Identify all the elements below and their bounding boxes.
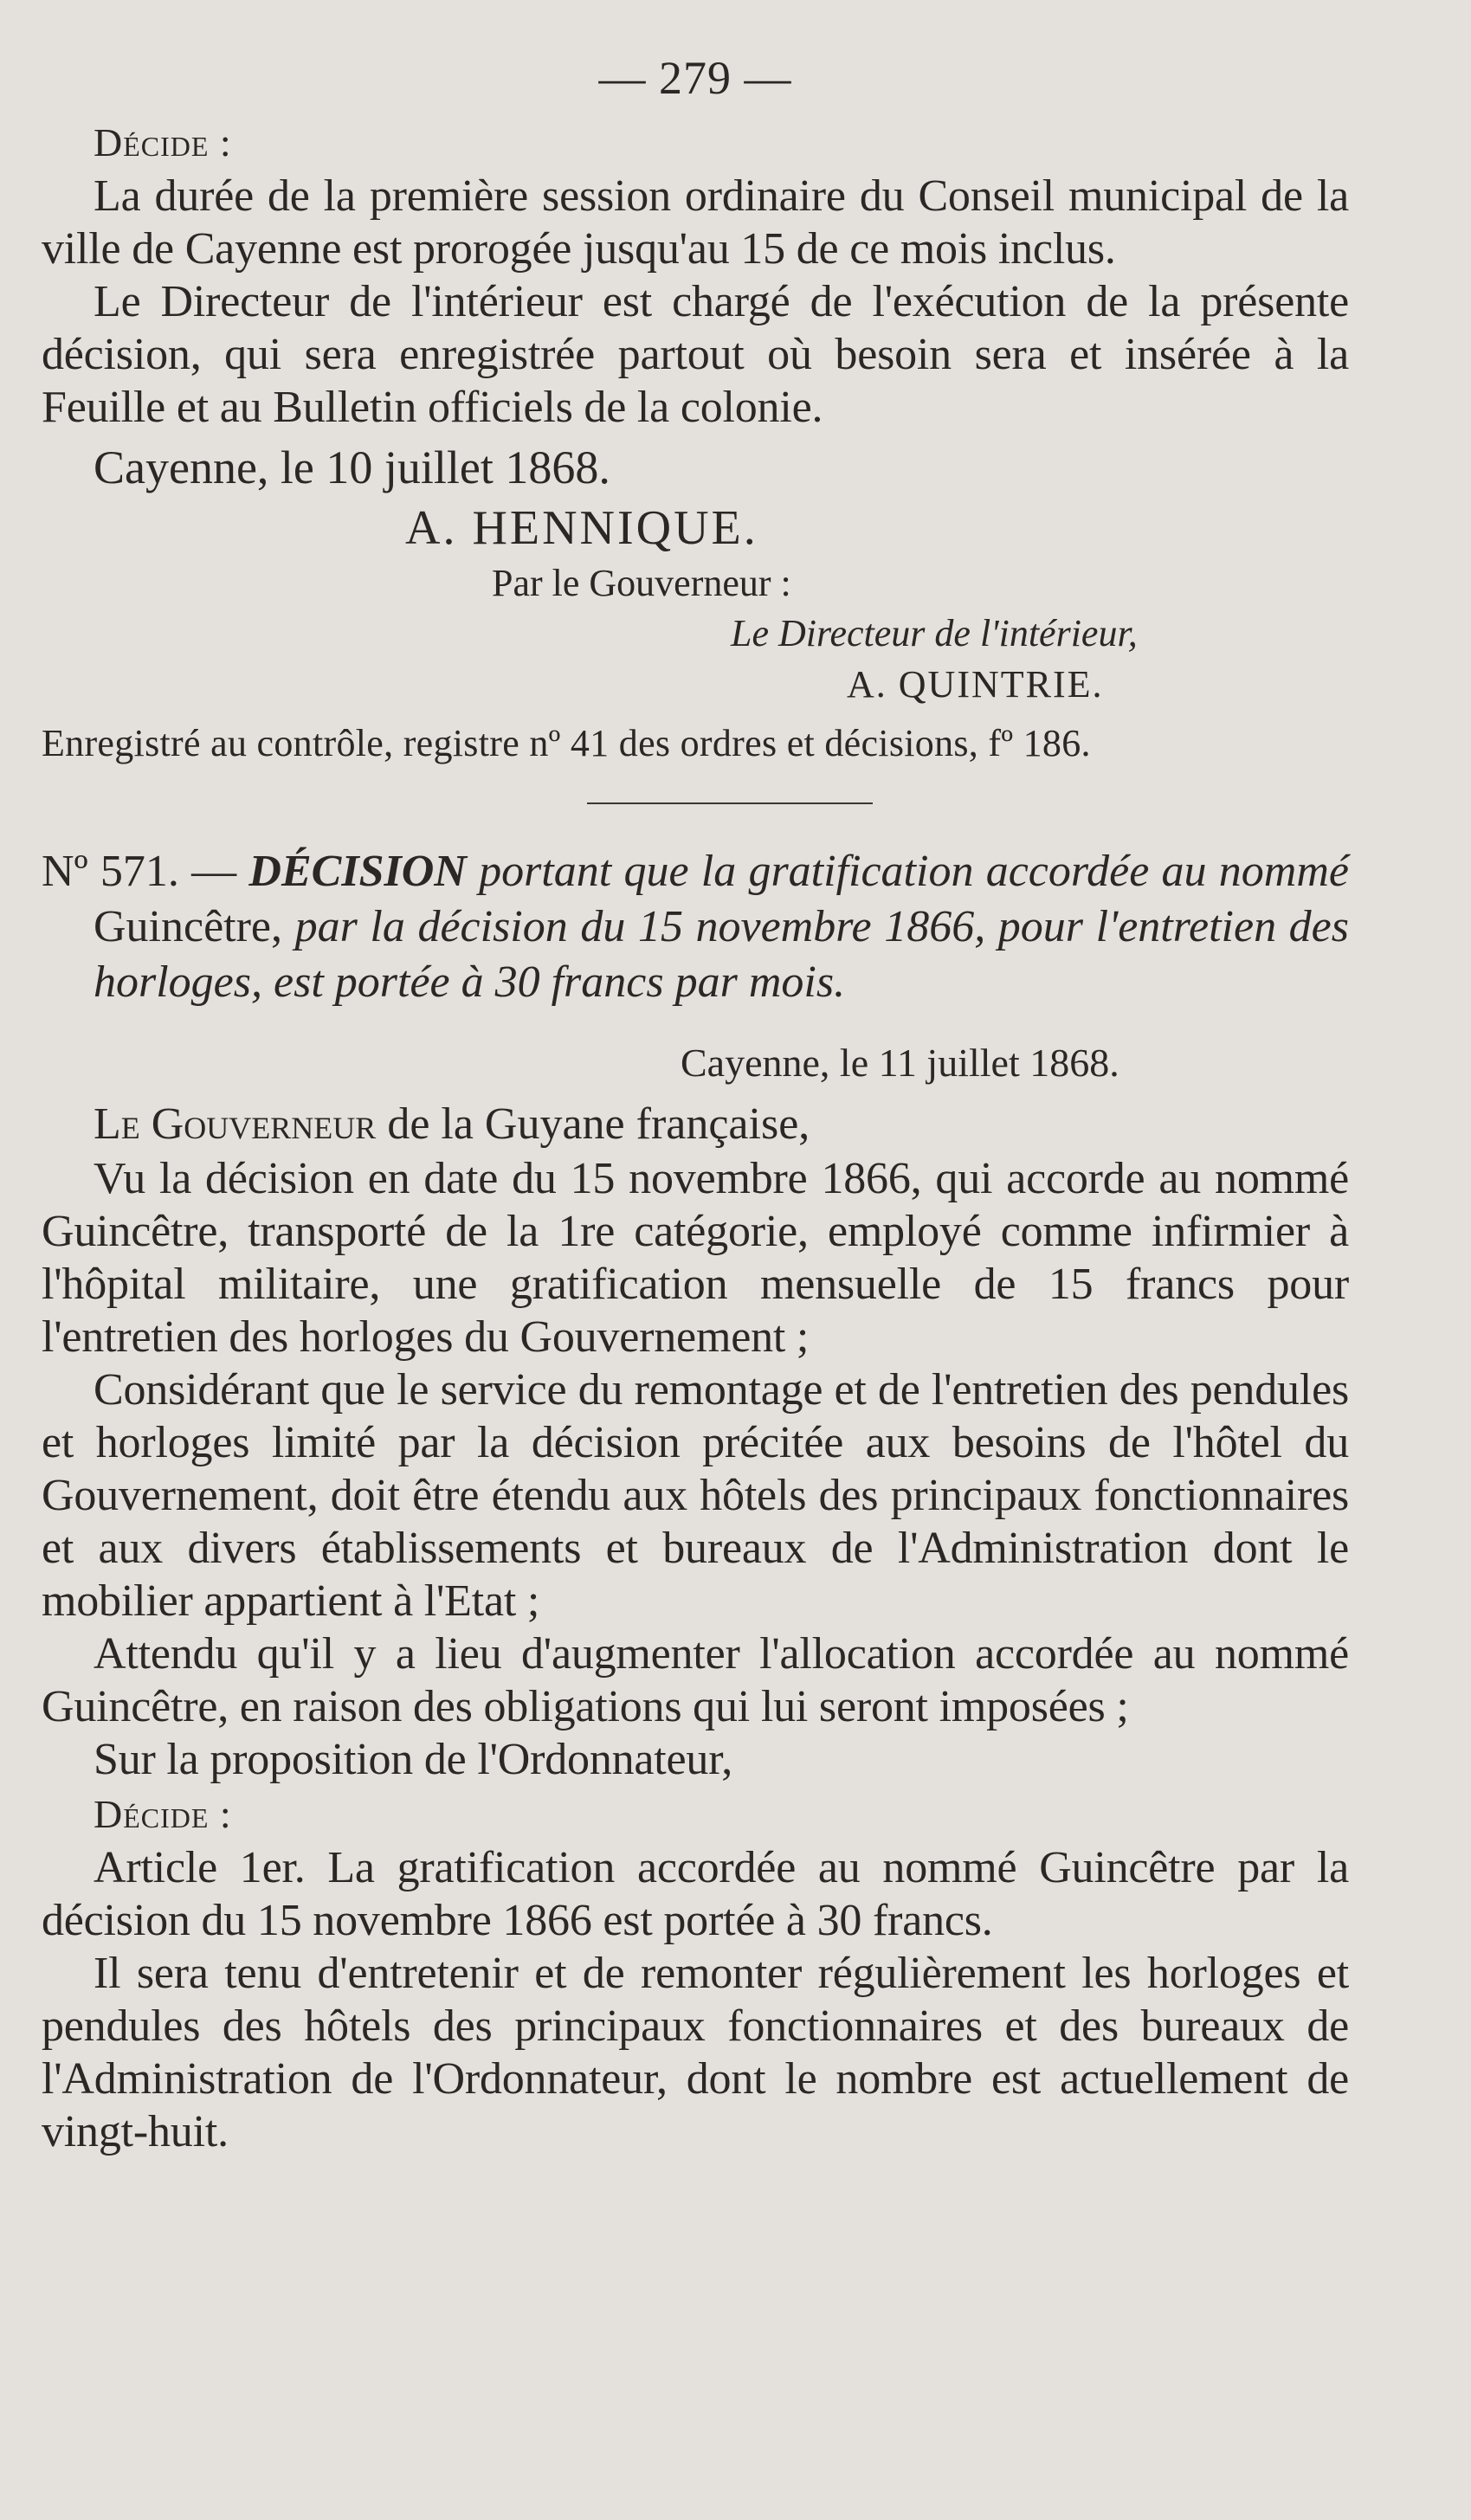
director-name: A. QUINTRIE. [847, 663, 1104, 706]
governor-label: Le Gouverneur [94, 1099, 377, 1149]
section-divider [587, 802, 873, 804]
heading-text: portant que la gratification accordée au nommé [466, 847, 1349, 896]
decision-paragraph: La durée de la première session ordinaire du Conseil municipal de la ville de Cayenne est prorogée jusqu'au 15 de ce mois inclus. [42, 171, 1349, 274]
heading-text: francs par mois. [539, 957, 846, 1007]
director-title: Le Directeur de l'intérieur, [731, 612, 1138, 654]
decision-dateline: Cayenne, le 11 juillet 1868. [681, 1041, 1119, 1085]
heading-amount: 30 [494, 957, 540, 1007]
page-number: — 279 — [598, 52, 792, 104]
decide-label: Décide : [94, 120, 232, 164]
considerations-paragraph: Considérant que le service du remontage et de l'entretien des pendules et horloges limité par la décision précitée aux besoins de l'hôtel du Gouvernement, doit être étendu aux hôtels des principaux fonctionnaires et aux divers établissements et bureaux de l'Administration dont le mobilier appartient à l'Etat ; [42, 1365, 1349, 1626]
place-date: Cayenne, le 10 juillet 1868. [94, 441, 610, 493]
heading-keyword: DÉCISION [248, 847, 467, 896]
signatory-name: A. HENNIQUE. [405, 501, 758, 555]
governor-line [94, 1097, 1349, 1152]
article-paragraph: Il sera tenu d'entretenir et de remonter régulièrement les horloges et pendules des hôtels des principaux fonctionnaires et des bureaux de l'Administration de l'Ordonnateur, dont le nombre est actuellement de vingt-huit. [42, 1949, 1349, 2156]
decision-paragraph: Le Directeur de l'intérieur est chargé de l'exécution de la présente décision, qui sera enregistrée partout où besoin sera et insérée à la Feuille et au Bulletin officiels de la colonie. [42, 277, 1349, 432]
heading-dash: — [178, 847, 249, 896]
page-content [42, 43, 1349, 2158]
decide-label: Décide : [94, 1792, 232, 1836]
article-paragraph: Article 1er. La gratification accordée au nommé Guincêtre par la décision du 15 novembre 1866 est portée à 30 francs. [42, 1843, 1349, 1945]
governor-rest: de la Guyane française, [376, 1099, 810, 1149]
registry-note: Enregistré au contrôle, registre nº 41 des ordres et décisions, fº 186. [42, 722, 1091, 764]
heading-date: 15 novembre 1866, [637, 902, 986, 951]
considerations-paragraph: Sur la proposition de l'Ordonnateur, [94, 1735, 733, 1784]
heading-text: par la décision du [282, 902, 638, 951]
heading-name: Guincêtre, [94, 902, 283, 951]
considerations-paragraph: Vu la décision en date du 15 novembre 1866, qui accorde au nommé Guincêtre, transporté de la 1re catégorie, employé comme infirmier à l'hôpital militaire, une gratification mensuelle de 15 francs pour l'entretien des horloges du Gouvernement ; [42, 1154, 1349, 1362]
heading-text: pour l'entretien des horloges, est portée à [94, 902, 1349, 1007]
decision-number: Nº 571. [42, 847, 179, 896]
decision-heading [42, 844, 1349, 1010]
by-governor-line: Par le Gouverneur : [492, 562, 791, 604]
considerations-paragraph: Attendu qu'il y a lieu d'augmenter l'allocation accordée au nommé Guincêtre, en raison des obligations qui lui seront imposées ; [42, 1629, 1349, 1731]
